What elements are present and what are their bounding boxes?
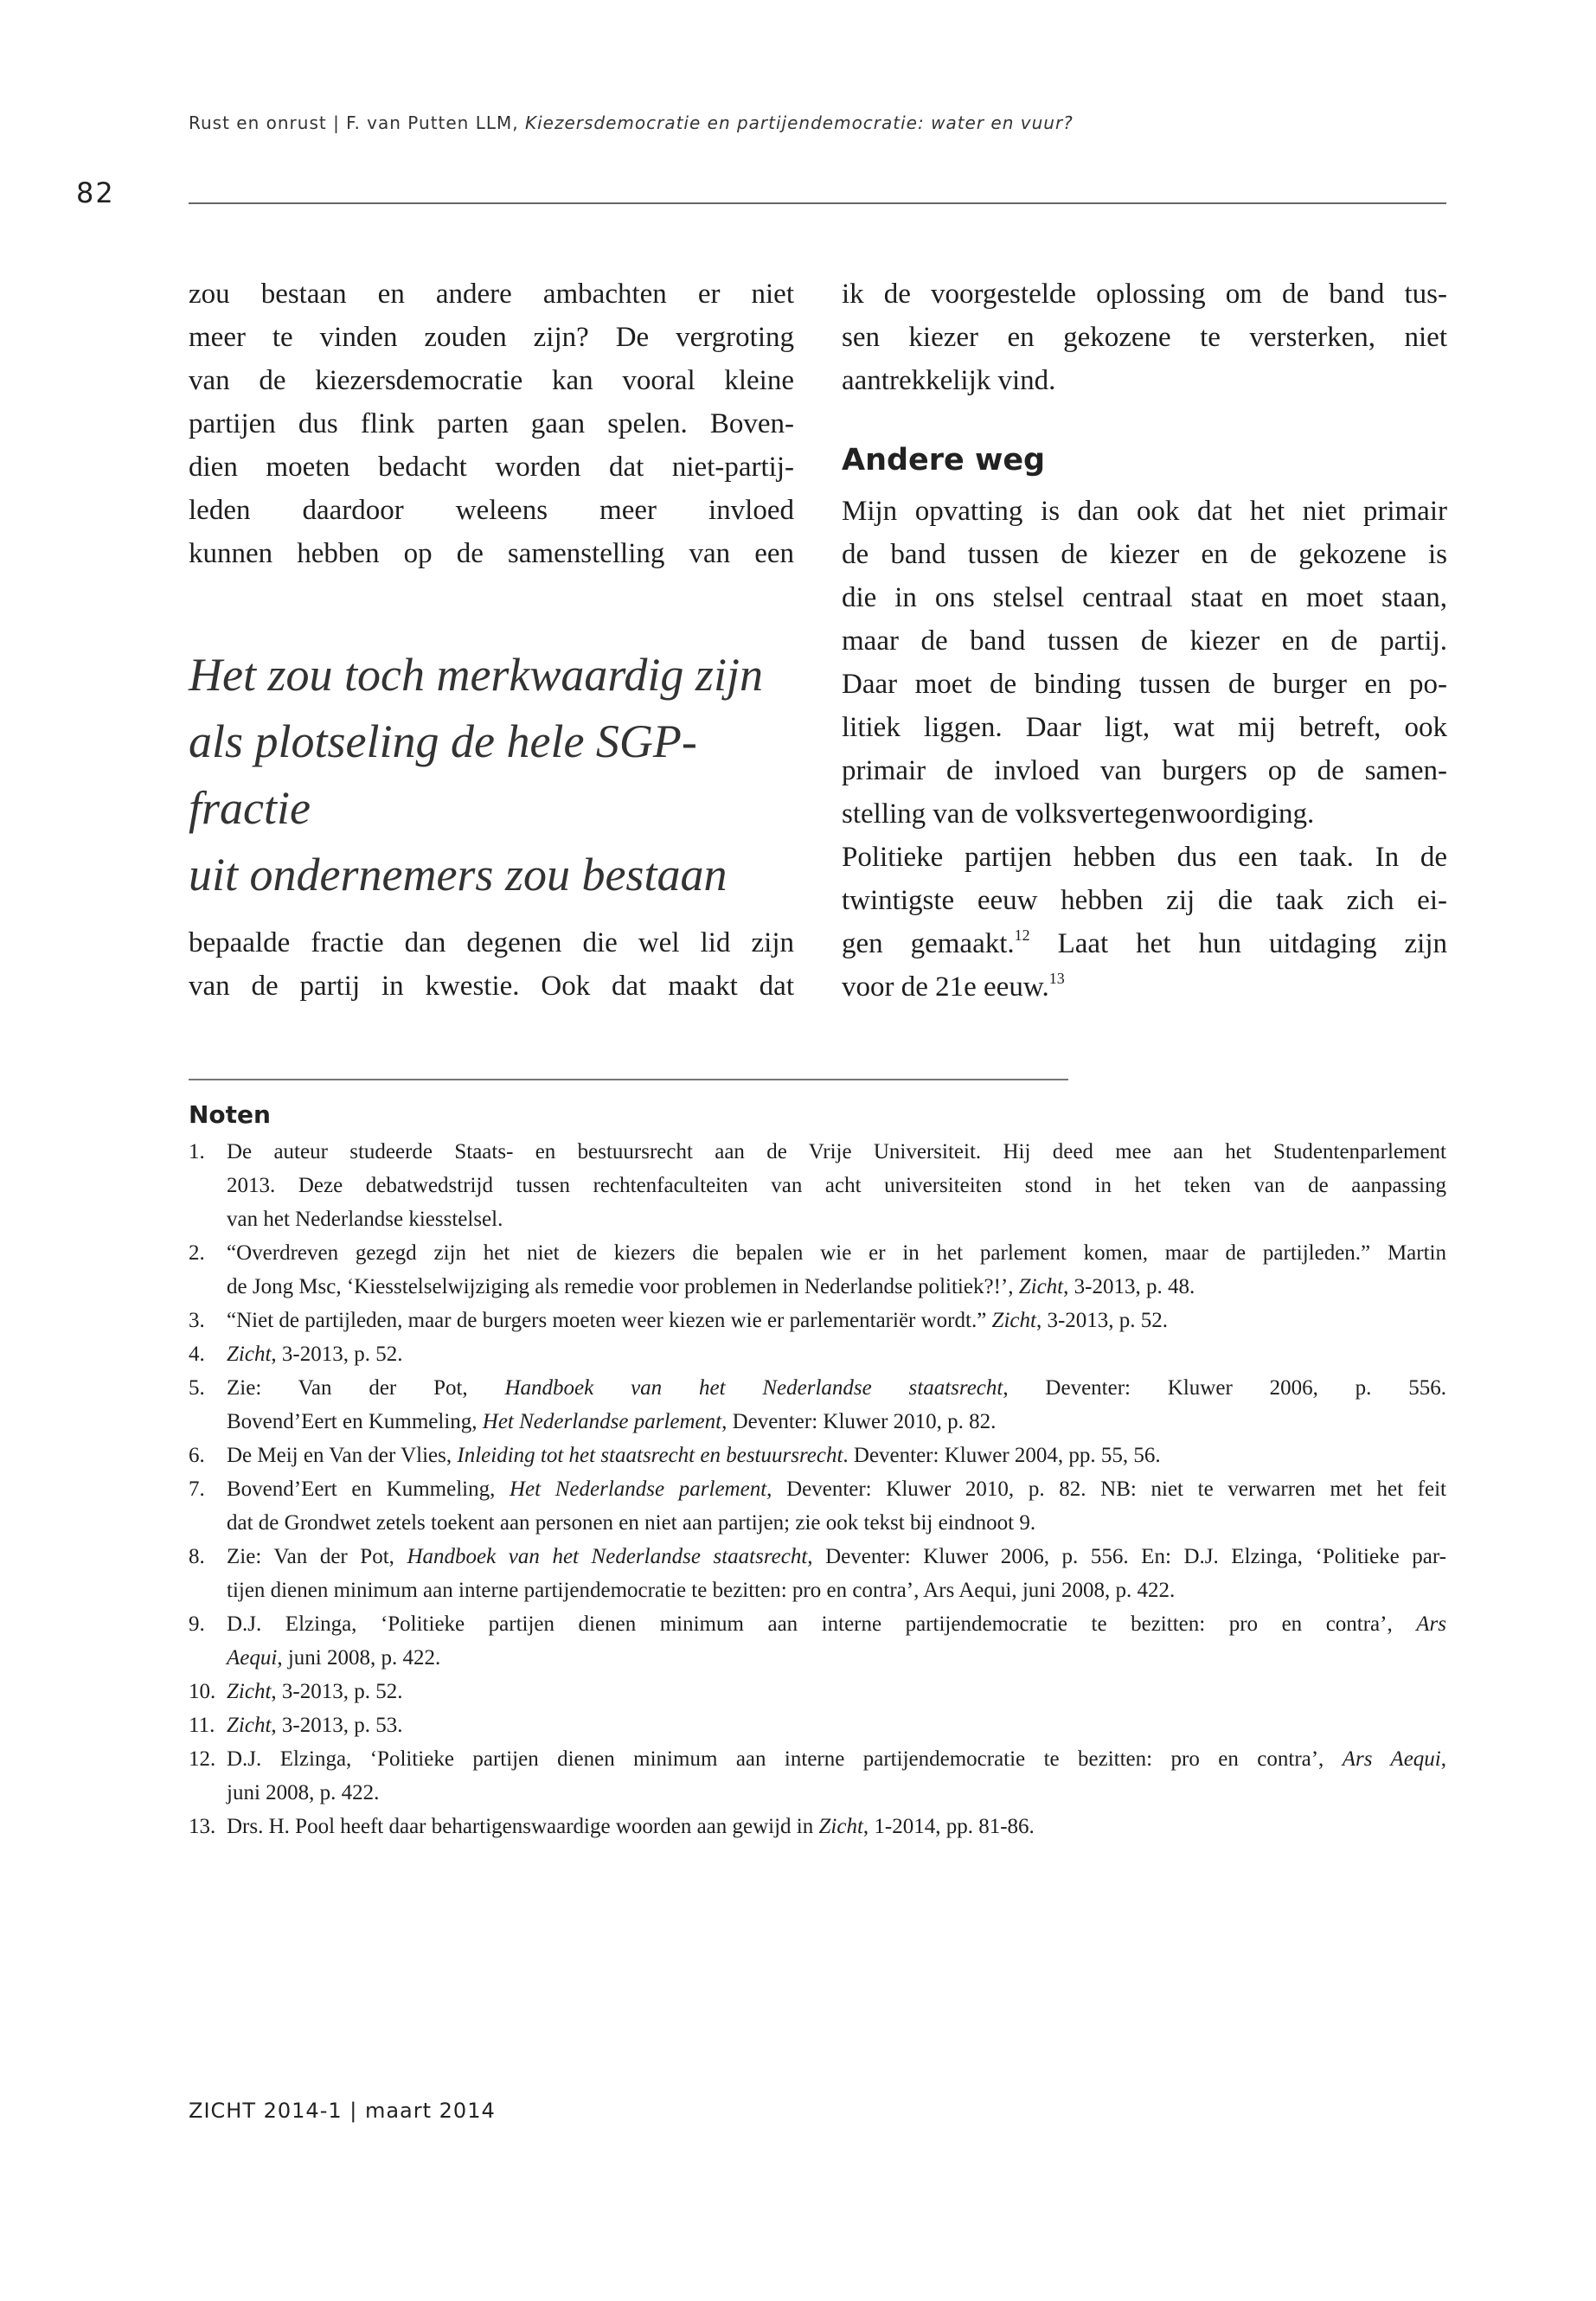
text: 2013. Deze debatwedstrijd tussen rechtenfaculteiten van acht universiteiten stond in het teken van de aanpassing [227, 1174, 1446, 1197]
italic-title: Zicht [227, 1343, 272, 1366]
footnote [189, 1371, 1446, 1439]
footnote-text [227, 1304, 1446, 1337]
footnote-line [227, 1776, 1446, 1810]
footnote-number: 7. [189, 1477, 205, 1501]
text: , 3-2013, p. 52. [1035, 1309, 1169, 1332]
text: De Meij en Van der Vlies, [227, 1444, 458, 1467]
footnote-line [227, 1540, 1446, 1574]
text-line: kunnen hebben op de samenstelling van een [189, 538, 794, 569]
right-column-top [842, 272, 1447, 402]
text: , 3-2013, p. 53. [271, 1714, 403, 1737]
text-line: bepaalde fractie dan degenen die wel lid zijn [189, 927, 794, 958]
text: voor de 21e eeuw. [842, 971, 1049, 1003]
text: , juni 2008, p. 422. [277, 1646, 441, 1670]
text-line: van de partij in kwestie. Ook dat maakt dat [189, 971, 794, 1002]
footnote-number: 4. [189, 1343, 205, 1366]
text-line: zou bestaan en andere ambachten er niet [189, 279, 794, 310]
footnote-line [227, 1574, 1446, 1607]
italic-title: Zicht [1018, 1275, 1064, 1298]
text: , [1440, 1747, 1446, 1771]
text-line: sen kiezer en gekozene te versterken, niet [842, 322, 1447, 353]
footnote [189, 1540, 1446, 1607]
footnote-text [227, 1540, 1446, 1607]
footnote-number: 8. [189, 1545, 205, 1568]
italic-title: Ars [1416, 1612, 1446, 1636]
footnote-line [227, 1236, 1446, 1270]
footnote-line [227, 1270, 1446, 1304]
text: “Niet de partijleden, maar de burgers moeten weer kiezen wie er parlementariër wordt.” [227, 1309, 992, 1332]
footnote-line [227, 1675, 1446, 1708]
pull-quote-line: Het zou toch merkwaardig zijn [189, 649, 763, 701]
italic-title: Inleiding tot het staatsrecht en bestuursrecht [457, 1444, 843, 1467]
footnote-line [227, 1439, 1446, 1472]
footnote-line [227, 1472, 1446, 1506]
footnote-text [227, 1135, 1446, 1236]
pull-quote-line: als plotseling de hele SGP-fractie [189, 715, 697, 834]
footnote-line [227, 1810, 1446, 1843]
text: Drs. H. Pool heeft daar behartigenswaardige woorden aan gewijd in [227, 1815, 819, 1838]
footnote-number: 3. [189, 1309, 205, 1332]
footnote-ref-12[interactable]: 12 [1014, 926, 1030, 944]
pull-quote [189, 642, 811, 908]
footnote-number: 11. [189, 1714, 215, 1737]
footnote-number: 13. [189, 1815, 216, 1838]
italic-title: Het Nederlandse parlement [510, 1477, 767, 1501]
text: Zie: Van der Pot, [227, 1376, 505, 1400]
text-line: leden daardoor weleens meer invloed [189, 495, 794, 526]
text-line: partijen dus flink parten gaan spelen. Boven- [189, 408, 794, 439]
italic-title: Zicht [227, 1680, 272, 1703]
text: D.J. Elzinga, ‘Politieke partijen dienen minimum aan interne partijendemocratie te bezitten: pro en contra’, [227, 1612, 1417, 1636]
text: , 3-2013, p. 52. [271, 1343, 403, 1366]
footnote [189, 1607, 1446, 1675]
text: van het Nederlandse kiesstelsel. [227, 1208, 503, 1231]
italic-title: Aequi [227, 1646, 278, 1670]
header-rule [189, 202, 1446, 204]
footnote-line [227, 1607, 1446, 1641]
footnote-line [227, 1641, 1446, 1675]
article-title: Kiezersdemocratie en partijendemocratie: water en vuur? [524, 112, 1074, 133]
footnote-line [227, 1202, 1446, 1236]
notes-heading: Noten [189, 1100, 271, 1129]
text-line: die in ons stelsel centraal staat en moet staan, [842, 582, 1447, 613]
text: , Deventer: Kluwer 2010, p. 82. NB: niet te verwarren met het feit [766, 1477, 1446, 1501]
left-column-bottom [189, 921, 794, 1008]
right-column-bottom [842, 490, 1447, 1009]
footnote [189, 1742, 1446, 1810]
footnote-text [227, 1236, 1446, 1304]
text: Zie: Van der Pot, [227, 1545, 407, 1568]
text-line: dien moeten bedacht worden dat niet-partij- [189, 452, 794, 483]
footnote-line [227, 1169, 1446, 1202]
notes-rule [189, 1079, 1068, 1080]
section-heading: Andere weg [842, 443, 1046, 478]
footnote [189, 1675, 1446, 1708]
page-footer: ZICHT 2014-1 | maart 2014 [189, 2099, 496, 2123]
text-line: primair de invloed van burgers op de samen- [842, 755, 1447, 786]
footnote-line [227, 1506, 1446, 1540]
footnote [189, 1708, 1446, 1742]
running-header [189, 112, 1074, 133]
italic-title: Zicht [991, 1309, 1036, 1332]
footnote [189, 1337, 1446, 1371]
text: De auteur studeerde Staats- en bestuursrecht aan de Vrije Universiteit. Hij deed mee aan het Studentenparlement [227, 1140, 1446, 1163]
italic-title: Zicht [227, 1714, 272, 1737]
text: , Deventer: Kluwer 2010, p. 82. [721, 1410, 997, 1433]
footnote-number: 5. [189, 1376, 205, 1400]
footnote-line [227, 1405, 1446, 1439]
italic-title: Handboek van het Nederlandse staatsrecht [407, 1545, 808, 1568]
text-line [842, 922, 1447, 965]
separator: | [333, 112, 340, 133]
text-line: de band tussen de kiezer en de gekozene is [842, 539, 1447, 570]
italic-title: Handboek van het Nederlandse staatsrecht [504, 1376, 1003, 1400]
footnote-ref-13[interactable]: 13 [1048, 970, 1065, 987]
footnote-line [227, 1742, 1446, 1776]
footnote-number: 2. [189, 1241, 205, 1265]
footnote-number: 10. [189, 1680, 216, 1703]
text-line: van de kiezersdemocratie kan vooral kleine [189, 365, 794, 396]
footnote [189, 1439, 1446, 1472]
text: gen gemaakt. [842, 928, 1015, 959]
footnote-text [227, 1675, 1446, 1708]
text: D.J. Elzinga, ‘Politieke partijen dienen minimum aan interne partijendemocratie te bezitten: pro en contra’, [227, 1747, 1343, 1771]
text: de Jong Msc, ‘Kiesstelselwijziging als remedie voor problemen in Nederlandse politiek?!’, [227, 1275, 1019, 1298]
text-line: aantrekkelijk vind. [842, 365, 1056, 396]
text: , Deventer: Kluwer 2006, p. 556. En: D.J. Elzinga, ‘Politieke par- [807, 1545, 1446, 1568]
footnote-text [227, 1810, 1446, 1843]
page-number: 82 [76, 176, 115, 209]
text-line: maar de band tussen de kiezer en de partij. [842, 625, 1447, 657]
notes-list [189, 1135, 1446, 1843]
text: , 3-2013, p. 52. [271, 1680, 403, 1703]
italic-title: Ars Aequi [1342, 1747, 1441, 1771]
footnote [189, 1304, 1446, 1337]
italic-title: Het Nederlandse parlement [482, 1410, 722, 1433]
footnote-text [227, 1337, 1446, 1371]
text-line: ik de voorgestelde oplossing om de band tus- [842, 279, 1447, 310]
footnote [189, 1472, 1446, 1540]
left-column-top [189, 272, 794, 575]
text: Bovend’Eert en Kummeling, [227, 1477, 510, 1501]
text: juni 2008, p. 422. [227, 1781, 380, 1804]
text-line: stelling van de volksvertegenwoordiging. [842, 798, 1315, 830]
text: , 1-2014, pp. 81-86. [862, 1815, 1035, 1838]
italic-title: Zicht [818, 1815, 863, 1838]
footnote [189, 1810, 1446, 1843]
footnote-number: 1. [189, 1140, 205, 1163]
text: Bovend’Eert en Kummeling, [227, 1410, 483, 1433]
pull-quote-line: uit ondernemers zou bestaan [189, 849, 727, 901]
text-line: meer te vinden zouden zijn? De vergroting [189, 322, 794, 353]
text-line: Daar moet de binding tussen de burger en po- [842, 669, 1447, 700]
footnote-text [227, 1607, 1446, 1675]
text: “Overdreven gezegd zijn het niet de kiezers die bepalen wie er in het parlement komen, maar de partijleden.” Martin [227, 1241, 1446, 1265]
text-line [842, 965, 1447, 1009]
footnote-number: 6. [189, 1444, 205, 1467]
footnote-line [227, 1708, 1446, 1742]
footnote-line [227, 1337, 1446, 1371]
footnote-text [227, 1472, 1446, 1540]
text: dat de Grondwet zetels toekent aan personen en niet aan partijen; zie ook tekst bij eindnoot 9. [227, 1511, 1036, 1535]
footnote [189, 1236, 1446, 1304]
text: , 3-2013, p. 48. [1063, 1275, 1195, 1298]
footnote-line [227, 1135, 1446, 1169]
footnote-text [227, 1742, 1446, 1810]
footnote-text [227, 1708, 1446, 1742]
footnote-text [227, 1439, 1446, 1472]
text-line: twintigste eeuw hebben zij die taak zich ei- [842, 885, 1447, 916]
footnote [189, 1135, 1446, 1236]
footnote-text [227, 1371, 1446, 1439]
text-line: litiek liggen. Daar ligt, wat mij betreft, ook [842, 712, 1447, 743]
author: F. van Putten LLM, [346, 112, 519, 133]
footnote-line [227, 1304, 1446, 1337]
footnote-number: 12. [189, 1747, 216, 1771]
text: Laat het hun uitdaging zijn [1029, 928, 1447, 959]
footnote-line [227, 1371, 1446, 1405]
text-line: Politieke partijen hebben dus een taak. In de [842, 842, 1447, 873]
text: . Deventer: Kluwer 2004, pp. 55, 56. [843, 1444, 1161, 1467]
section-name: Rust en onrust [189, 112, 327, 133]
text: , Deventer: Kluwer 2006, p. 556. [1003, 1376, 1446, 1400]
footnote-number: 9. [189, 1612, 205, 1636]
text: tijen dienen minimum aan interne partijendemocratie te bezitten: pro en contra’, Ars Aequi, juni 2008, p. 422. [227, 1579, 1176, 1602]
text-line: Mijn opvatting is dan ook dat het niet primair [842, 496, 1447, 527]
